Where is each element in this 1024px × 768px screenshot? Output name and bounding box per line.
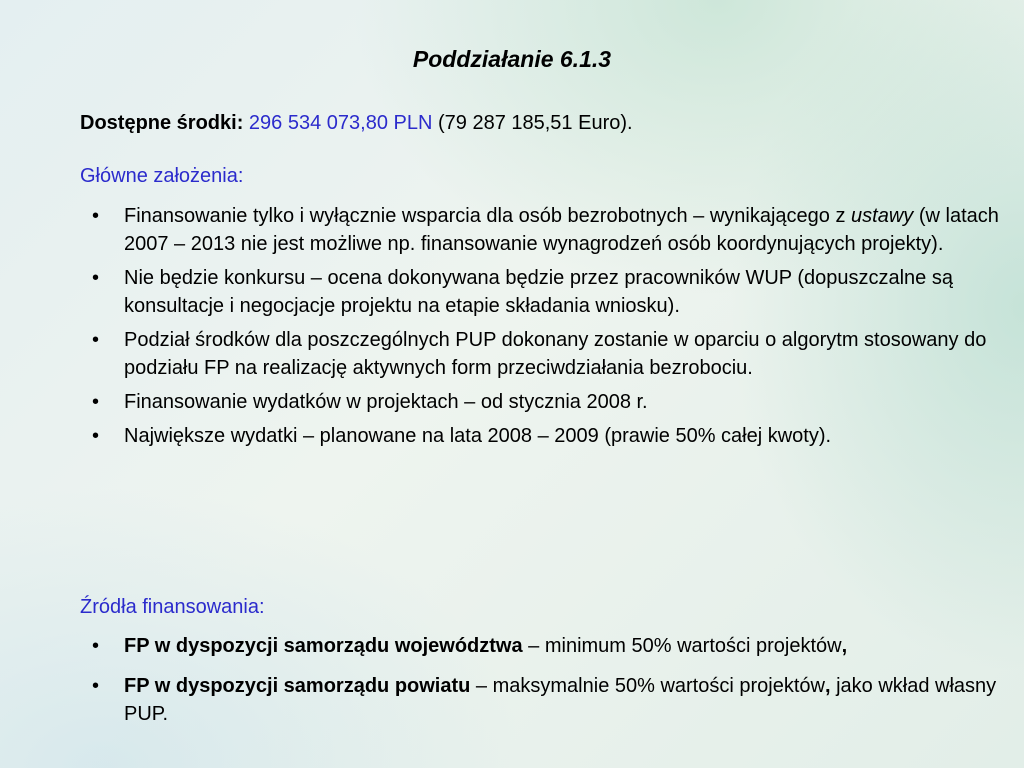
main-assumptions-list	[0, 202, 1000, 456]
list-item	[0, 264, 1000, 320]
list-item-text: – maksymalnie 50% wartości projektów	[470, 675, 825, 697]
list-item	[0, 326, 1000, 382]
bullet-icon: •	[92, 675, 100, 697]
list-item	[0, 202, 1000, 258]
list-item-text: Finansowanie wydatków w projektach – od stycznia 2008 r.	[124, 391, 648, 413]
list-item	[0, 388, 1000, 416]
bullet-icon: •	[92, 329, 100, 351]
available-funds-euro: (79 287 185,51 Euro).	[437, 112, 633, 134]
list-item-bold-text: ,	[824, 675, 831, 697]
list-item	[0, 632, 1000, 660]
funding-sources-heading: Źródła finansowania:	[80, 596, 265, 618]
list-item-text: Największe wydatki – planowane na lata 2008 – 2009 (prawie 50% całej kwoty).	[124, 425, 832, 447]
list-item-text: – minimum 50% wartości projektów	[522, 635, 842, 657]
list-item-bold-text: FP w dyspozycji samorządu powiatu	[124, 675, 471, 697]
list-item-bold-text: ,	[841, 635, 848, 657]
bullet-icon: •	[92, 205, 100, 227]
list-item-text: (w latach 2007 – 2013 nie jest możliwe np. finansowanie wynagrodzeń osób koordynujących projekty).	[124, 205, 999, 255]
list-item-italic-text: ustawy	[851, 205, 914, 227]
list-item	[0, 672, 1000, 728]
bullet-icon: •	[92, 267, 100, 289]
list-item-text: jako wkład własny PUP.	[124, 675, 997, 725]
bullet-icon: •	[92, 635, 100, 657]
list-item	[0, 422, 1000, 450]
available-funds-pln: 296 534 073,80 PLN	[248, 112, 433, 134]
funding-sources-list	[0, 632, 1000, 734]
list-item-text: Finansowanie tylko i wyłącznie wsparcia dla osób bezrobotnych – wynikającego z	[124, 205, 852, 227]
list-item-text: Nie będzie konkursu – ocena dokonywana będzie przez pracowników WUP (dopuszczalne są konsultacje i negocjacje projektu na etapie składania wniosku).	[124, 267, 953, 317]
bullet-icon: •	[92, 391, 100, 413]
list-item-bold-text: FP w dyspozycji samorządu województwa	[124, 635, 523, 657]
list-item-text: Podział środków dla poszczególnych PUP dokonany zostanie w oparciu o algorytm stosowany do podziału FP na realizację aktywnych form przeciwdziałania bezrobociu.	[124, 329, 987, 379]
available-funds-label: Dostępne środki:	[80, 112, 244, 134]
main-assumptions-heading: Główne założenia:	[80, 165, 244, 187]
slide-title: Poddziałanie 6.1.3	[412, 46, 612, 72]
bullet-icon: •	[92, 425, 100, 447]
available-funds-line	[80, 112, 633, 135]
